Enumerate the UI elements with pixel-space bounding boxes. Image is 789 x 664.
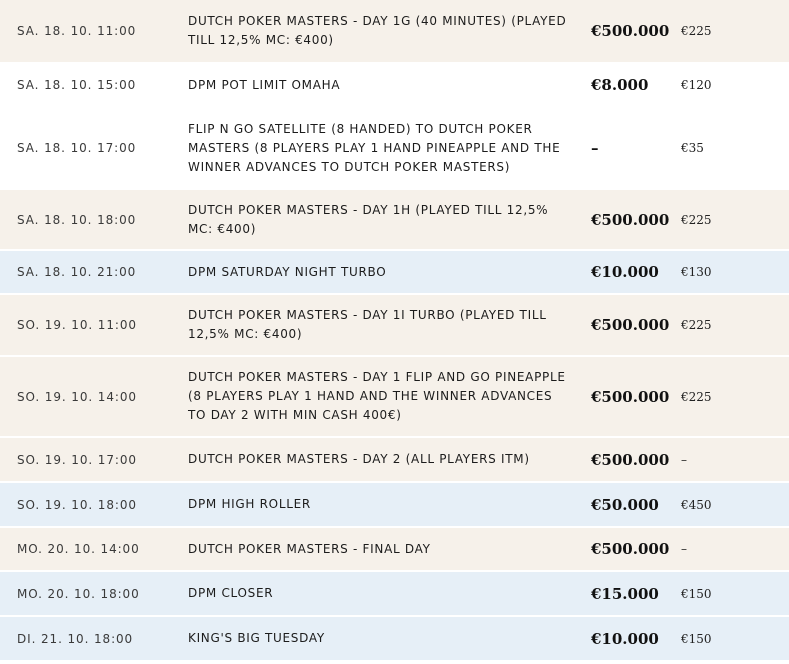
table-row <box>0 528 789 572</box>
row-prize-pool: €15.000 <box>591 584 659 603</box>
row-event: DUTCH POKER MASTERS - DAY 1I TURBO (PLAYED TILL 12,5% MC: €400) <box>188 308 547 341</box>
row-event: KING'S BIG TUESDAY <box>188 631 325 645</box>
table-row <box>0 251 789 295</box>
row-event: DPM HIGH ROLLER <box>188 497 311 511</box>
row-buyin: €225 <box>681 389 712 404</box>
row-prize-pool: €10.000 <box>591 263 659 281</box>
row-buyin: €450 <box>681 497 712 512</box>
table-row <box>0 295 789 357</box>
row-buyin: €225 <box>681 212 712 227</box>
row-date: SA. 18. 10. 15:00 <box>17 78 137 92</box>
row-prize-pool: €8.000 <box>591 76 649 94</box>
row-buyin: €225 <box>681 318 712 332</box>
row-prize-pool: €500.000 <box>591 316 670 334</box>
row-prize-pool: €500.000 <box>591 210 670 229</box>
row-event: DUTCH POKER MASTERS - DAY 1H (PLAYED TILL 12,5% MC: €400) <box>188 202 549 236</box>
row-date: SA. 18. 10. 11:00 <box>17 24 137 38</box>
row-event: FLIP N GO SATELLITE (8 HANDED) TO DUTCH POKER MASTERS (8 PLAYERS PLAY 1 HAND PINEAPPLE AND THE WINNER ADVANCES TO DUTCH POKER MASTERS) <box>188 121 561 174</box>
row-prize-pool: €500.000 <box>591 450 670 469</box>
table-row <box>0 64 789 108</box>
row-event: DUTCH POKER MASTERS - DAY 1G (40 MINUTES) (PLAYED TILL 12,5% MC: €400) <box>188 14 567 47</box>
row-buyin: €225 <box>681 24 712 38</box>
row-event: DUTCH POKER MASTERS - DAY 2 (ALL PLAYERS ITM) <box>188 452 530 466</box>
row-date: SO. 19. 10. 14:00 <box>17 389 137 404</box>
row-prize-pool: €500.000 <box>591 387 670 406</box>
row-prize-pool: €50.000 <box>591 495 659 514</box>
row-buyin: – <box>681 452 687 467</box>
table-row <box>0 357 789 438</box>
row-date: SA. 18. 10. 21:00 <box>17 265 137 279</box>
row-date: SA. 18. 10. 17:00 <box>17 141 137 155</box>
row-date: MO. 20. 10. 14:00 <box>17 542 140 556</box>
row-prize-pool: €10.000 <box>591 629 659 648</box>
row-date: SO. 19. 10. 18:00 <box>17 497 137 512</box>
row-date: DI. 21. 10. 18:00 <box>17 631 134 646</box>
row-event: DPM SATURDAY NIGHT TURBO <box>188 264 387 279</box>
row-buyin: €130 <box>681 265 712 279</box>
row-date: SO. 19. 10. 11:00 <box>17 318 137 332</box>
row-buyin: €150 <box>681 586 712 601</box>
row-date: MO. 20. 10. 18:00 <box>17 586 140 601</box>
row-prize-pool: €500.000 <box>591 22 670 40</box>
row-buyin: €120 <box>681 78 712 92</box>
table-row <box>0 483 789 528</box>
table-row <box>0 190 789 251</box>
row-prize-pool: €500.000 <box>591 540 670 558</box>
table-row <box>0 0 789 64</box>
row-buyin: €150 <box>681 631 712 646</box>
row-prize-pool: – <box>591 139 599 157</box>
row-buyin: – <box>681 542 687 556</box>
row-date: SA. 18. 10. 18:00 <box>17 212 137 227</box>
row-event: DPM POT LIMIT OMAHA <box>188 77 341 92</box>
table-row <box>0 108 789 190</box>
row-event: DUTCH POKER MASTERS - DAY 1 FLIP AND GO PINEAPPLE (8 PLAYERS PLAY 1 HAND AND THE WINNER ADVANCES TO DAY 2 WITH MIN CASH 400€) <box>188 370 566 422</box>
table-row <box>0 617 789 662</box>
table-row <box>0 438 789 483</box>
row-date: SO. 19. 10. 17:00 <box>17 452 137 467</box>
table-row <box>0 572 789 617</box>
row-buyin: €35 <box>681 141 704 155</box>
row-event: DPM CLOSER <box>188 586 274 600</box>
row-event: DUTCH POKER MASTERS - FINAL DAY <box>188 541 431 556</box>
